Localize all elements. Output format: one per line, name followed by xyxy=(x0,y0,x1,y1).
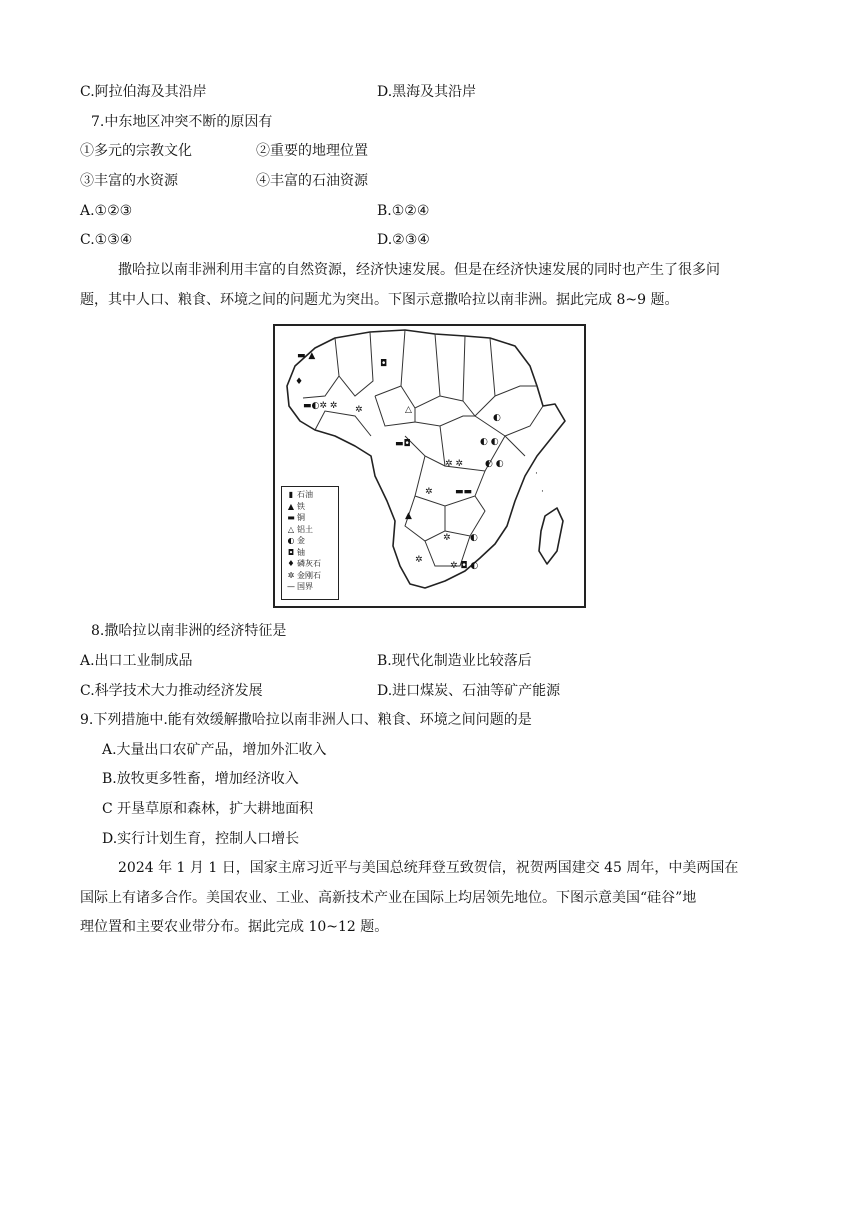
q7-stem: 7.中东地区冲突不断的原因有 xyxy=(91,114,273,130)
q8-option-b: B.现代化制造业比较落后 xyxy=(377,653,532,669)
legend-oil: ▮ 石油 xyxy=(285,489,335,501)
q7-item-2: ②重要的地理位置 xyxy=(256,143,368,159)
svg-text:△: △ xyxy=(405,405,412,415)
oil-icon: ▮ xyxy=(288,490,294,499)
q7-item-4: ④丰富的石油资源 xyxy=(256,173,368,189)
q7-item-3: ③丰富的水资源 xyxy=(80,173,178,189)
legend-uranium: ◘ 铀 xyxy=(285,547,335,559)
passage2-line1: 2024 年 1 月 1 日，国家主席习近平与美国总统拜登互致贺信，祝贺两国建交 45 周年，中美两国在 xyxy=(118,860,739,876)
svg-text:◐ ◐: ◐ ◐ xyxy=(480,437,499,447)
diamond-icon: ✲ xyxy=(287,570,295,580)
svg-text:▲: ▲ xyxy=(405,511,412,521)
svg-text:◐: ◐ xyxy=(470,533,478,543)
map-legend xyxy=(281,486,339,600)
svg-text:·: · xyxy=(535,469,538,479)
copper-icon: ▬ xyxy=(287,513,295,522)
phosphate-icon: ♦ xyxy=(287,559,295,568)
svg-text:◐ ◐: ◐ ◐ xyxy=(485,459,504,469)
q8-option-c: C.科学技术大力推动经济发展 xyxy=(80,683,263,699)
uranium-icon: ◘ xyxy=(287,547,295,557)
q8-stem: 8.撒哈拉以南非洲的经济特征是 xyxy=(91,623,287,639)
legend-bauxite: △ 铝土 xyxy=(285,524,335,536)
svg-text:✲: ✲ xyxy=(355,405,363,415)
passage1-line2: 题，其中人口、粮食、环境之间的问题尤为突出。下图示意撒哈拉以南非洲。据此完成 8~9 题。 xyxy=(80,292,679,308)
q7-item-1: ①多元的宗教文化 xyxy=(80,143,192,159)
svg-text:✲ ◘ ◐: ✲ ◘ ◐ xyxy=(450,561,479,571)
bauxite-icon: △ xyxy=(287,524,295,534)
legend-diamond: ✲ 金刚石 xyxy=(285,570,335,582)
passage1-line1: 撒哈拉以南非洲利用丰富的自然资源，经济快速发展。但是在经济快速发展的同时也产生了很多问 xyxy=(118,262,720,278)
q8-option-d: D.进口煤炭、石油等矿产能源 xyxy=(377,683,561,699)
passage2-line3: 理位置和主要农业带分布。据此完成 10~12 题。 xyxy=(80,919,389,935)
svg-text:·: · xyxy=(541,487,544,497)
q9-option-b: B.放牧更多牲畜，增加经济收入 xyxy=(102,771,299,787)
svg-text:▬◐✲ ✲: ▬◐✲ ✲ xyxy=(303,401,338,411)
svg-text:▬◘: ▬◘ xyxy=(395,439,411,449)
svg-text:♦: ♦ xyxy=(295,377,304,387)
q6-option-c: C.阿拉伯海及其沿岸 xyxy=(80,84,207,100)
q9-option-c: C 开垦草原和森林，扩大耕地面积 xyxy=(102,801,314,817)
iron-icon: ▲ xyxy=(287,501,295,511)
africa-resource-map xyxy=(273,324,586,608)
q9-option-d: D.实行计划生育，控制人口增长 xyxy=(102,831,300,847)
q6-option-d: D.黑海及其沿岸 xyxy=(377,84,477,100)
q7-option-b: B.①②④ xyxy=(377,203,430,219)
gold-icon: ◐ xyxy=(287,536,295,545)
legend-gold: ◐ 金 xyxy=(285,535,335,547)
legend-border: — 国界 xyxy=(287,582,313,591)
q7-option-c: C.①③④ xyxy=(80,232,133,248)
svg-text:✲: ✲ xyxy=(443,533,451,543)
svg-text:✲: ✲ xyxy=(415,555,423,565)
svg-text:◘: ◘ xyxy=(380,359,388,369)
q7-option-d: D.②③④ xyxy=(377,232,430,248)
legend-iron: ▲ 铁 xyxy=(285,501,335,513)
svg-text:✲: ✲ xyxy=(425,487,433,497)
q7-option-a: A.①②③ xyxy=(80,203,133,219)
border-icon: — xyxy=(287,582,295,591)
q9-stem: 9.下列措施中.能有效缓解撒哈拉以南非洲人口、粮食、环境之间问题的是 xyxy=(80,712,532,728)
svg-text:▬▬: ▬▬ xyxy=(455,487,473,497)
legend-phosphate: ♦ 磷灰石 xyxy=(285,558,335,570)
passage2-line2: 国际上有诸多合作。美国农业、工业、高新技术产业在国际上均居领先地位。下图示意美国“硅谷”地 xyxy=(80,890,697,906)
svg-text:✲ ✲: ✲ ✲ xyxy=(445,459,463,469)
q8-option-a: A.出口工业制成品 xyxy=(80,653,193,669)
svg-text:▬ ▲: ▬ ▲ xyxy=(297,351,316,361)
legend-copper: ▬ 铜 xyxy=(285,512,335,524)
q9-option-a: A.大量出口农矿产品，增加外汇收入 xyxy=(102,742,327,758)
svg-text:◐: ◐ xyxy=(493,413,501,423)
